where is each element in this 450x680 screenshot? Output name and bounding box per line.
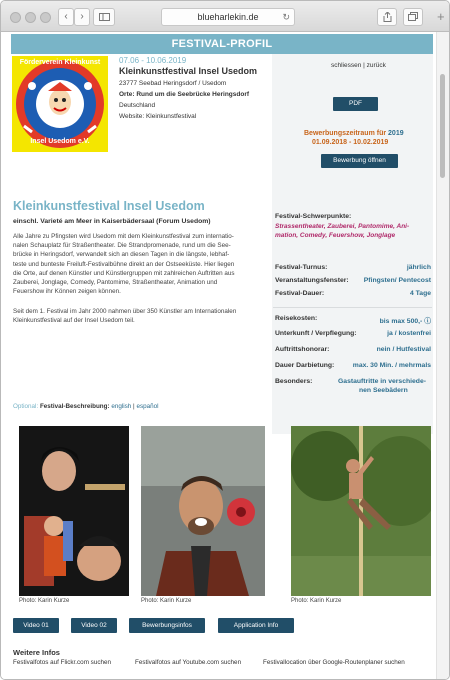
photo-pole-acrobat[interactable] xyxy=(291,426,431,596)
info-row-label: Dauer Darbietung: xyxy=(275,362,335,369)
video-2-button[interactable]: Video 02 xyxy=(71,618,117,633)
flickr-link[interactable]: Festivalfotos auf Flickr.com suchen xyxy=(13,659,111,666)
apply-period-text: Bewerbungszeitraum für xyxy=(304,130,387,137)
description-line: die Orte, auf denen Künstler und Künstlergruppen mit zahlreichen Auftritten aus xyxy=(13,269,235,277)
guests-value-2: nen Seebädern xyxy=(359,387,408,394)
photo-caption: Photo: Karin Kurze xyxy=(291,598,342,604)
guests-label: Besonders: xyxy=(275,378,313,385)
description-paragraph-2 xyxy=(13,307,268,325)
address-url: blueharlekin.de xyxy=(197,12,259,22)
description-line: Seit dem 1. Festival im Jahr 2000 nahmen über 350 Künstler am Internationalen xyxy=(13,308,237,315)
forward-nav-icon[interactable]: › xyxy=(74,8,90,26)
festival-place: Orte: Rund um die Seebrücke Heringsdorf xyxy=(119,91,250,98)
language-links xyxy=(13,403,159,410)
back-link[interactable]: zurück xyxy=(366,62,386,69)
photo-juggler[interactable] xyxy=(141,426,265,596)
info-row-label: Auftrittshonorar: xyxy=(275,346,330,353)
description-line: Feuershow ihr Können zeigen können. xyxy=(13,288,121,296)
festival-country: Deutschland xyxy=(119,102,156,109)
description-line: nalen Schauplatz für Straßentheater. Die Strandpromenade, rund um die See- xyxy=(13,242,231,250)
scrollbar-thumb[interactable] xyxy=(440,74,445,178)
info-row-label: Festival-Turnus: xyxy=(275,264,328,271)
info-row-label: Unterkunft / Verpflegung: xyxy=(275,330,357,337)
description-line: Alle Jahre zu Pfingsten wird Usedom mit dem Kleinkunstfestival zum internatio- xyxy=(13,233,234,240)
festival-address: 23777 Seebad Heringsdorf / Usedom xyxy=(119,80,227,87)
reload-icon[interactable]: ↻ xyxy=(282,12,290,22)
pdf-button[interactable]: PDF xyxy=(333,97,378,111)
description-line: brücke in Heringsdorf, verwandelt sich an diesen Tagen in die längste, lebhaf- xyxy=(13,251,230,259)
close-window-dot[interactable] xyxy=(10,12,21,23)
festival-date: 07.06 - 10.06.2019 xyxy=(119,56,187,65)
apply-dates: 01.09.2018 - 10.02.2019 xyxy=(312,139,389,146)
description-line: Zauberei, Jonglage, Comedy, Pantomime, Straßentheater, Animation und xyxy=(13,279,218,287)
info-row-value: 4 Tage xyxy=(409,290,431,297)
google-maps-link[interactable]: Festivallocation über Google-Routenplaner suchen xyxy=(263,659,405,666)
english-link[interactable]: english xyxy=(111,403,132,410)
description-line: teste und bunteste Freiluft-Festivalbühne direkt an der Ostseeküste. Hier liegen xyxy=(13,260,235,268)
info-row-label: Reisekosten: xyxy=(275,315,318,322)
header-nav xyxy=(331,62,386,69)
apply-year: 2019 xyxy=(388,130,404,137)
sidebar-toggle-icon[interactable] xyxy=(93,8,115,26)
focus-value-1: Strassentheater, Zauberei, Pantomime, Ani- xyxy=(275,223,410,230)
photo-caption: Photo: Karin Kurze xyxy=(19,598,70,604)
festival-logo xyxy=(12,56,108,152)
logo-text-top: Förderverein Kleinkunst xyxy=(19,59,101,66)
info-row-value: ja / kostenfrei xyxy=(387,330,431,337)
application-info-button[interactable]: Application Info xyxy=(218,618,294,633)
video-1-button[interactable]: Video 01 xyxy=(13,618,59,633)
photo-caption: Photo: Karin Kurze xyxy=(141,598,192,604)
language-separator: | xyxy=(131,403,137,410)
logo-text-bottom: Insel Usedom e.V. xyxy=(30,138,90,145)
address-bar[interactable] xyxy=(161,8,295,26)
vertical-scrollbar[interactable] xyxy=(436,32,449,679)
apply-info-de-button[interactable]: Bewerbungsinfos xyxy=(129,618,205,633)
footer-heading: Weitere Infos xyxy=(13,648,60,657)
minimize-window-dot[interactable] xyxy=(25,12,36,23)
zoom-window-dot[interactable] xyxy=(40,12,51,23)
tabs-overview-icon[interactable] xyxy=(403,8,423,26)
apply-period-label xyxy=(304,130,404,137)
main-title: Kleinkunstfestival Insel Usedom xyxy=(13,199,205,213)
info-row-value: nein / Hutfestival xyxy=(376,346,431,353)
description-line: Kleinkunstfestival auf der Insel Usedom teil. xyxy=(13,317,135,325)
info-row-label: Festival-Dauer: xyxy=(275,290,325,297)
guests-value-1: Gastauftritte in verschiede- xyxy=(338,378,427,385)
website-link[interactable]: Website: Kleinkunstfestival xyxy=(119,113,197,120)
share-icon[interactable] xyxy=(377,8,397,26)
new-tab-icon[interactable]: + xyxy=(437,9,445,24)
festival-name: Kleinkunstfestival Insel Usedom xyxy=(119,66,258,76)
apply-open-button[interactable]: Bewerbung öffnen xyxy=(321,154,398,168)
nav-separator: | xyxy=(361,62,367,69)
info-row-value: jährlich xyxy=(406,264,431,271)
back-nav-icon[interactable]: ‹ xyxy=(58,8,74,26)
main-subtitle: einschl. Varieté am Meer in Kaiserbädersaal (Forum Usedom) xyxy=(13,218,211,225)
page-content xyxy=(1,32,437,679)
page-title: FESTIVAL-PROFIL xyxy=(11,34,433,54)
focus-value-2: mation, Comedy, Feuershow, Jonglage xyxy=(275,232,396,239)
description-paragraph-1 xyxy=(13,232,268,296)
optional-label: Optional: xyxy=(13,403,39,410)
info-row-value: max. 30 Min. / mehrmals xyxy=(352,362,431,369)
photo-performers[interactable] xyxy=(19,426,129,596)
info-row-label: Veranstaltungsfenster: xyxy=(275,277,349,284)
info-row-value: Pfingsten/ Pentecost xyxy=(363,277,431,284)
youtube-link[interactable]: Festivalfotos auf Youtube.com suchen xyxy=(135,659,242,666)
description-label: Festival-Beschreibung: xyxy=(39,403,110,410)
info-row-value: bis max 500,- ⓘ xyxy=(379,318,431,325)
info-panel xyxy=(272,54,433,434)
close-link[interactable]: schliessen xyxy=(331,62,362,69)
browser-toolbar xyxy=(1,1,449,32)
focus-label: Festival-Schwerpunkte: xyxy=(275,213,352,220)
spanish-link[interactable]: español xyxy=(136,403,159,410)
info-divider xyxy=(273,307,432,308)
